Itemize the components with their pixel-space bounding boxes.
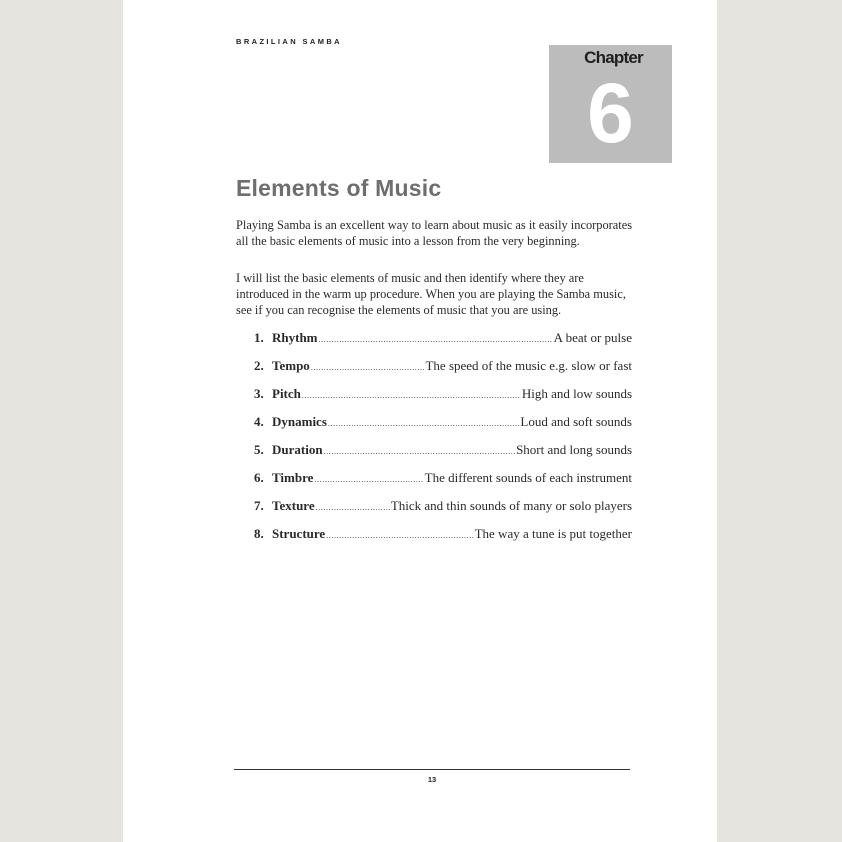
chapter-box — [549, 45, 672, 163]
book-page — [123, 0, 717, 842]
element-name: Dynamics — [272, 414, 327, 429]
element-description: High and low sounds — [521, 386, 632, 401]
element-number: 1. — [254, 330, 264, 345]
page-number: 13 — [427, 775, 437, 784]
elements-list — [254, 330, 632, 554]
element-item-rhythm — [254, 330, 632, 358]
element-description: A beat or pulse — [553, 330, 632, 345]
intro-paragraph-1: Playing Samba is an excellent way to learn about music as it easily incorporates all the basic elements of music into a lesson from the very beginning. — [236, 218, 633, 248]
dot-leader — [302, 391, 521, 400]
element-name: Timbre — [272, 470, 314, 485]
element-number: 8. — [254, 526, 264, 541]
element-number: 2. — [254, 358, 264, 373]
element-item-dynamics — [254, 414, 632, 442]
element-description: Loud and soft sounds — [520, 414, 632, 429]
element-name: Structure — [272, 526, 326, 541]
element-item-timbre — [254, 470, 632, 498]
dot-leader — [311, 363, 425, 372]
chapter-label: Chapter — [584, 48, 643, 67]
element-description: Short and long sounds — [516, 442, 632, 457]
chapter-number: 6 — [587, 66, 634, 160]
element-description: The way a tune is put together — [474, 526, 632, 541]
element-description: The speed of the music e.g. slow or fast — [425, 358, 632, 373]
element-number: 4. — [254, 414, 264, 429]
page-title: Elements of Music — [236, 175, 442, 201]
element-name: Duration — [272, 442, 323, 457]
running-head: BRAZILIAN SAMBA — [236, 37, 342, 46]
element-description: Thick and thin sounds of many or solo players — [390, 498, 632, 513]
element-number: 3. — [254, 386, 264, 401]
footer-rule — [234, 769, 630, 770]
element-description: The different sounds of each instrument — [424, 470, 632, 485]
element-number: 5. — [254, 442, 264, 457]
element-number: 6. — [254, 470, 264, 485]
element-item-structure — [254, 526, 632, 554]
element-name: Rhythm — [272, 330, 318, 345]
element-item-duration — [254, 442, 632, 470]
element-item-pitch — [254, 386, 632, 414]
element-item-texture — [254, 498, 632, 526]
element-number: 7. — [254, 498, 264, 513]
element-item-tempo — [254, 358, 632, 386]
dot-leader — [328, 419, 520, 428]
element-name: Pitch — [272, 386, 301, 401]
intro-paragraph-2: I will list the basic elements of music and then identify where they are introduced in the warm up procedure. When you are playing the Samba music, see if you can recognise the elements of music that you are using. — [236, 271, 626, 317]
dot-leader — [314, 475, 423, 484]
dot-leader — [324, 447, 516, 456]
element-name: Tempo — [272, 358, 310, 373]
dot-leader — [319, 335, 553, 344]
dot-leader — [316, 503, 390, 512]
dot-leader — [326, 531, 473, 540]
element-name: Texture — [272, 498, 315, 513]
